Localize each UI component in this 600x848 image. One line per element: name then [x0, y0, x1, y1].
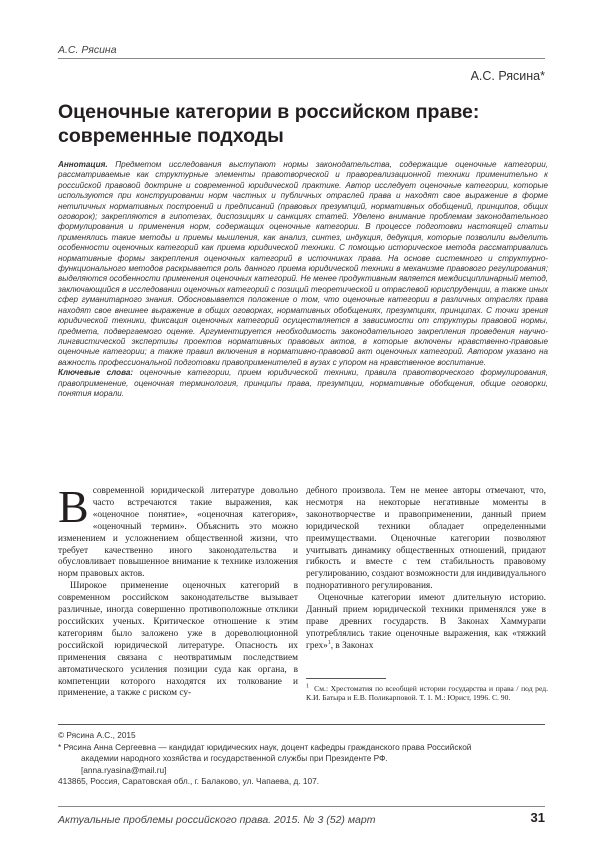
abstract-label: Аннотация. — [58, 160, 108, 169]
footnote — [306, 684, 548, 703]
author-email[interactable]: [anna.ryasina@mail.ru] — [81, 764, 167, 775]
footnote-divider — [306, 678, 386, 679]
page-number: 31 — [530, 810, 545, 825]
body-column-left — [58, 481, 298, 700]
footnote-text: См.: Хрестоматия по всеобщей истории государства и права / под ред. К.И. Батыра и Е.В. Поликарповой. Т. 1. М.: Юрист, 1996. С. 90. — [306, 684, 548, 703]
article-title — [58, 100, 548, 148]
footnote-paragraph — [306, 684, 548, 703]
author-notes — [58, 730, 548, 788]
abstract-paragraph — [58, 160, 548, 368]
keywords-paragraph — [58, 368, 548, 399]
running-head: А.С. Рясина — [58, 44, 117, 56]
notes-divider — [58, 724, 545, 725]
author-address: 413865, Россия, Саратовская обл., г. Балаково, ул. Чапаева, д. 107. — [58, 776, 320, 787]
footnote-reference[interactable]: 1 — [327, 639, 331, 646]
body-column-right — [306, 486, 546, 653]
keywords-text: оценочные категории, прием юридической техники, правила правотворческого формулирования, правоприменение, оценочная терминология, принципы права, презумпции, нормативные обобщения, общие оговорки, понятия морали. — [58, 368, 548, 398]
body-paragraph — [58, 481, 298, 581]
author-name: А.С. Рясина* — [470, 69, 545, 83]
body-paragraph: Широкое применение оценочных категорий в современном российском законодательстве вызывает различные, иногда совершенно противоположные отклики российских ученых. Критическое отношение к этим категориям было заложено уже в дореволюционной российской юридической литературе. Опасность их применения связана с неотвратимым последствием автоматического усиления позиции суда как органа, в компетенции которого находятся их толкование и применение, а также с риском су- — [58, 581, 298, 699]
body-text: , в Законах — [330, 640, 374, 651]
author-info-line: академии народного хозяйства и государственной службы при Президенте РФ. — [81, 753, 388, 764]
keywords-label: Ключевые слова: — [58, 368, 134, 378]
body-text: Оценочные категории имеют длительную историю. Данный прием юридической техники применялся уже в праве древних государств. В Законах Хаммурапи употреблялись такие оценочные выражения, как «тяжкий грех» — [306, 593, 546, 651]
abstract-block — [58, 160, 548, 399]
body-text: современной юридической литературе довольно часто встречаются такие выражения, как «оценочное понятие», «оценочная категория», «оценочный термин». Объяснить это можно изменением и усложнением общественной жизни, что требует качественно иного законодательства и обусловливает повышенное внимание к технике изложения норм правовых актов. — [58, 486, 298, 580]
abstract-text: Предметом исследования выступают нормы законодательства, содержащие оценочные категории, рассматриваемые как структурные элементы правотворческой и правореализационной техники применительно к российской правовой доктрине и современной юридической практике. Автор исследует оценочные категории, которые используются при конструировании норм частных и публичных отраслей права и находят свое выражение в форме нетипичных нормативных построений и предписаний (правовых презумпций, нормативных обобщений, принципов, общих оговорок); закрепляются в гипотезах, диспозициях и санкциях статей. Уделено внимание проблемам законодательного формулирования и применения норм, содержащих оценочные категории. В процессе подготовки настоящей статьи применялись такие методы и приемы мышления, как анализ, синтез, индукция, дедукция, которые позволили выделить особенности оценочных категорий как приема юридической техники. С помощью историческое метода рассматривались нормативные формы закрепления оценочных категорий в источниках права. На основе системного и структурно-функционального методов раскрывается роль данного приема юридической техники в механизме правового регулирования; выделяются особенности применения оценочных категорий. Не менее продуктивным является междисциплинарный метод, заключающийся в исследовании оценочных категорий с позиций теоретической и отраслевой юриспруденции, а также иных сфер гуманитарного знания. Обосновывается положение о том, что оценочные категории в различных отраслях права находят свое внешнее выражение в общих оговорках, нормативных обобщениях, презумпциях, принципах. С точки зрения юридической техники, фиксация оценочных категорий осуществляется в зависимости от структуры правовой нормы, предмета, подвергаемого оценке. Аргументируется необходимость законодательного закрепления проведения научно-лингвистической экспертизы проектов нормативных правовых актов, в которые включены нравственно-правовые оценочные категории; а также правил включения в нормативно-правовой акт оценочных категорий. Автором указано на важность профессиональной подготовки правоприменителей в вузах с упором на нравственное воспитание. — [58, 160, 548, 367]
body-paragraph: дебного произвола. Тем не менее авторы отмечают, что, несмотря на некоторые негативные моменты в законотворчестве и правоприменении, данный прием юридической техники обладает определенными преимуществами. Оценочные категории позволяют учитывать динамику общественных отношений, придают гибкость и вместе с тем стабильность правовому регулированию, создают возможности для индивидуального подноративного регулирования. — [306, 486, 546, 592]
journal-citation: Актуальные проблемы российского права. 2015. № 3 (52) март — [58, 814, 376, 826]
copyright-line: © Рясина А.С., 2015 — [58, 730, 136, 740]
title-line-2: современные подходы — [58, 125, 284, 147]
drop-cap: В — [58, 481, 89, 532]
body-paragraph — [306, 593, 546, 653]
title-line-1: Оценочные категории в российском праве: — [58, 101, 480, 123]
header-divider — [58, 58, 545, 59]
footer-divider — [58, 806, 545, 807]
author-info-line: * Рясина Анна Сергеевна — кандидат юридических наук, доцент кафедры гражданского права Российской — [58, 741, 472, 752]
footnote-mark: 1 — [306, 683, 309, 690]
